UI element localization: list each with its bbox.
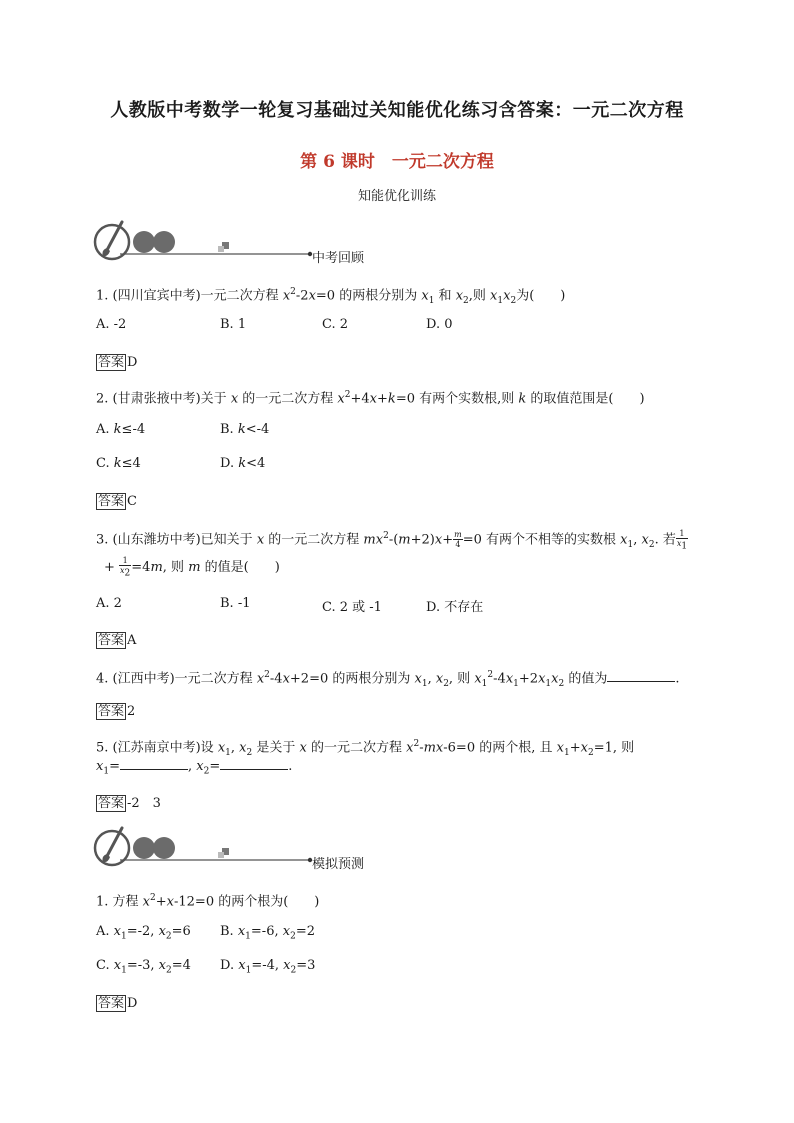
circle-icon — [133, 231, 155, 253]
option-a: A. 2 — [96, 596, 122, 611]
option-c: C. $x_1=-3$, $x_2=4$ — [96, 958, 191, 976]
question-stem: 1. 方程 $x^2+x-12=0$ 的两个根为( ) — [96, 893, 320, 910]
question-stem: 2. (甘肃张掖中考)关于 x 的一元二次方程 $x^2+4x+k=0$ 有两个实数根,则 k 的取值范围是( ) — [96, 390, 645, 407]
answer-value: D — [127, 996, 138, 1011]
answer-row — [96, 992, 137, 1012]
option-b: B. $x_1=-6$, $x_2=2$ — [220, 924, 315, 942]
answer-value: -2 3 — [127, 796, 161, 811]
option-b: B. 1 — [220, 317, 247, 332]
question-stem: 1. (四川宜宾中考)一元二次方程 $x^2-2x=0$ 的两根分别为 $x_1$ 和 $x_2$,则 $x_1x_2$为( ) — [96, 287, 566, 306]
section-label: 中考回顾 — [312, 251, 365, 266]
option-a: A. $x_1=-2$, $x_2=6$ — [96, 924, 191, 942]
answer-row — [96, 490, 137, 510]
answer-label: 答案 — [98, 704, 125, 719]
answer-value: D — [127, 355, 138, 370]
answer-value: 2 — [127, 704, 136, 719]
option-a: A. -2 — [96, 317, 127, 332]
section-header-moni — [92, 824, 382, 872]
subtitle: 知能优化训练 — [357, 189, 436, 204]
answer-label: 答案 — [98, 796, 125, 811]
option-d: D. k<4 — [220, 456, 266, 471]
answer-label: 答案 — [98, 996, 125, 1011]
answer-label: 答案 — [98, 494, 125, 509]
option-a: A. k≤-4 — [96, 422, 146, 437]
answer-row — [96, 351, 137, 371]
option-d: D. 0 — [426, 317, 453, 332]
circle-icon — [133, 837, 155, 859]
question-stem-cont: + $\frac{1}{x_2}$ =4m, 则 m 的值是( ) — [104, 556, 280, 579]
circle-icon — [153, 837, 175, 859]
option-d: D. 不存在 — [426, 600, 484, 615]
answer-row — [96, 792, 161, 812]
circle-icon — [153, 231, 175, 253]
answer-label: 答案 — [98, 633, 125, 648]
lesson-title: 第 6 课时 一元二次方程 — [300, 152, 494, 172]
option-c: C. k≤4 — [96, 456, 141, 471]
answer-label: 答案 — [98, 355, 125, 370]
question-stem: 5. (江苏南京中考)设 $x_1$, $x_2$ 是关于 x 的一元二次方程 $x^2-mx-6=0$ 的两个根, 且 $x_1+x_2=1$, 则 — [96, 739, 635, 758]
option-c: C. 2 — [322, 317, 349, 332]
document-title: 人教版中考数学一轮复习基础过关知能优化练习含答案：一元二次方程 — [110, 100, 684, 121]
question-stem: 4. (江西中考)一元二次方程 $x^2-4x+2=0$ 的两根分别为 $x_1$, $x_2$, 则 $x_1^2-4x_1+2x_1x_2$ 的值为 . — [96, 670, 680, 689]
question-stem: 3. (山东潍坊中考)已知关于 x 的一元二次方程 $mx^2-(m+2)x+$ $\frac{m}{4}$ =0 有两个不相等的实数根 $x_1$, $x_2$. 若 $\frac{1}{x_1}$ — [96, 528, 688, 552]
answer-row — [96, 700, 135, 720]
option-d: D. $x_1=-4$, $x_2=3$ — [220, 958, 316, 976]
answer-value: C — [127, 494, 137, 509]
square-icon — [218, 246, 224, 252]
section-label: 模拟预测 — [312, 857, 365, 872]
section-header-zhongkao — [92, 218, 382, 266]
option-b: B. -1 — [220, 596, 251, 611]
option-c: C. 2 或 -1 — [322, 600, 382, 615]
answer-row — [96, 629, 136, 649]
square-icon — [218, 852, 224, 858]
option-b: B. k<-4 — [220, 422, 270, 437]
question-stem-cont: $x_1=$ , $x_2=$ . — [96, 759, 293, 777]
answer-value: A — [127, 633, 137, 648]
